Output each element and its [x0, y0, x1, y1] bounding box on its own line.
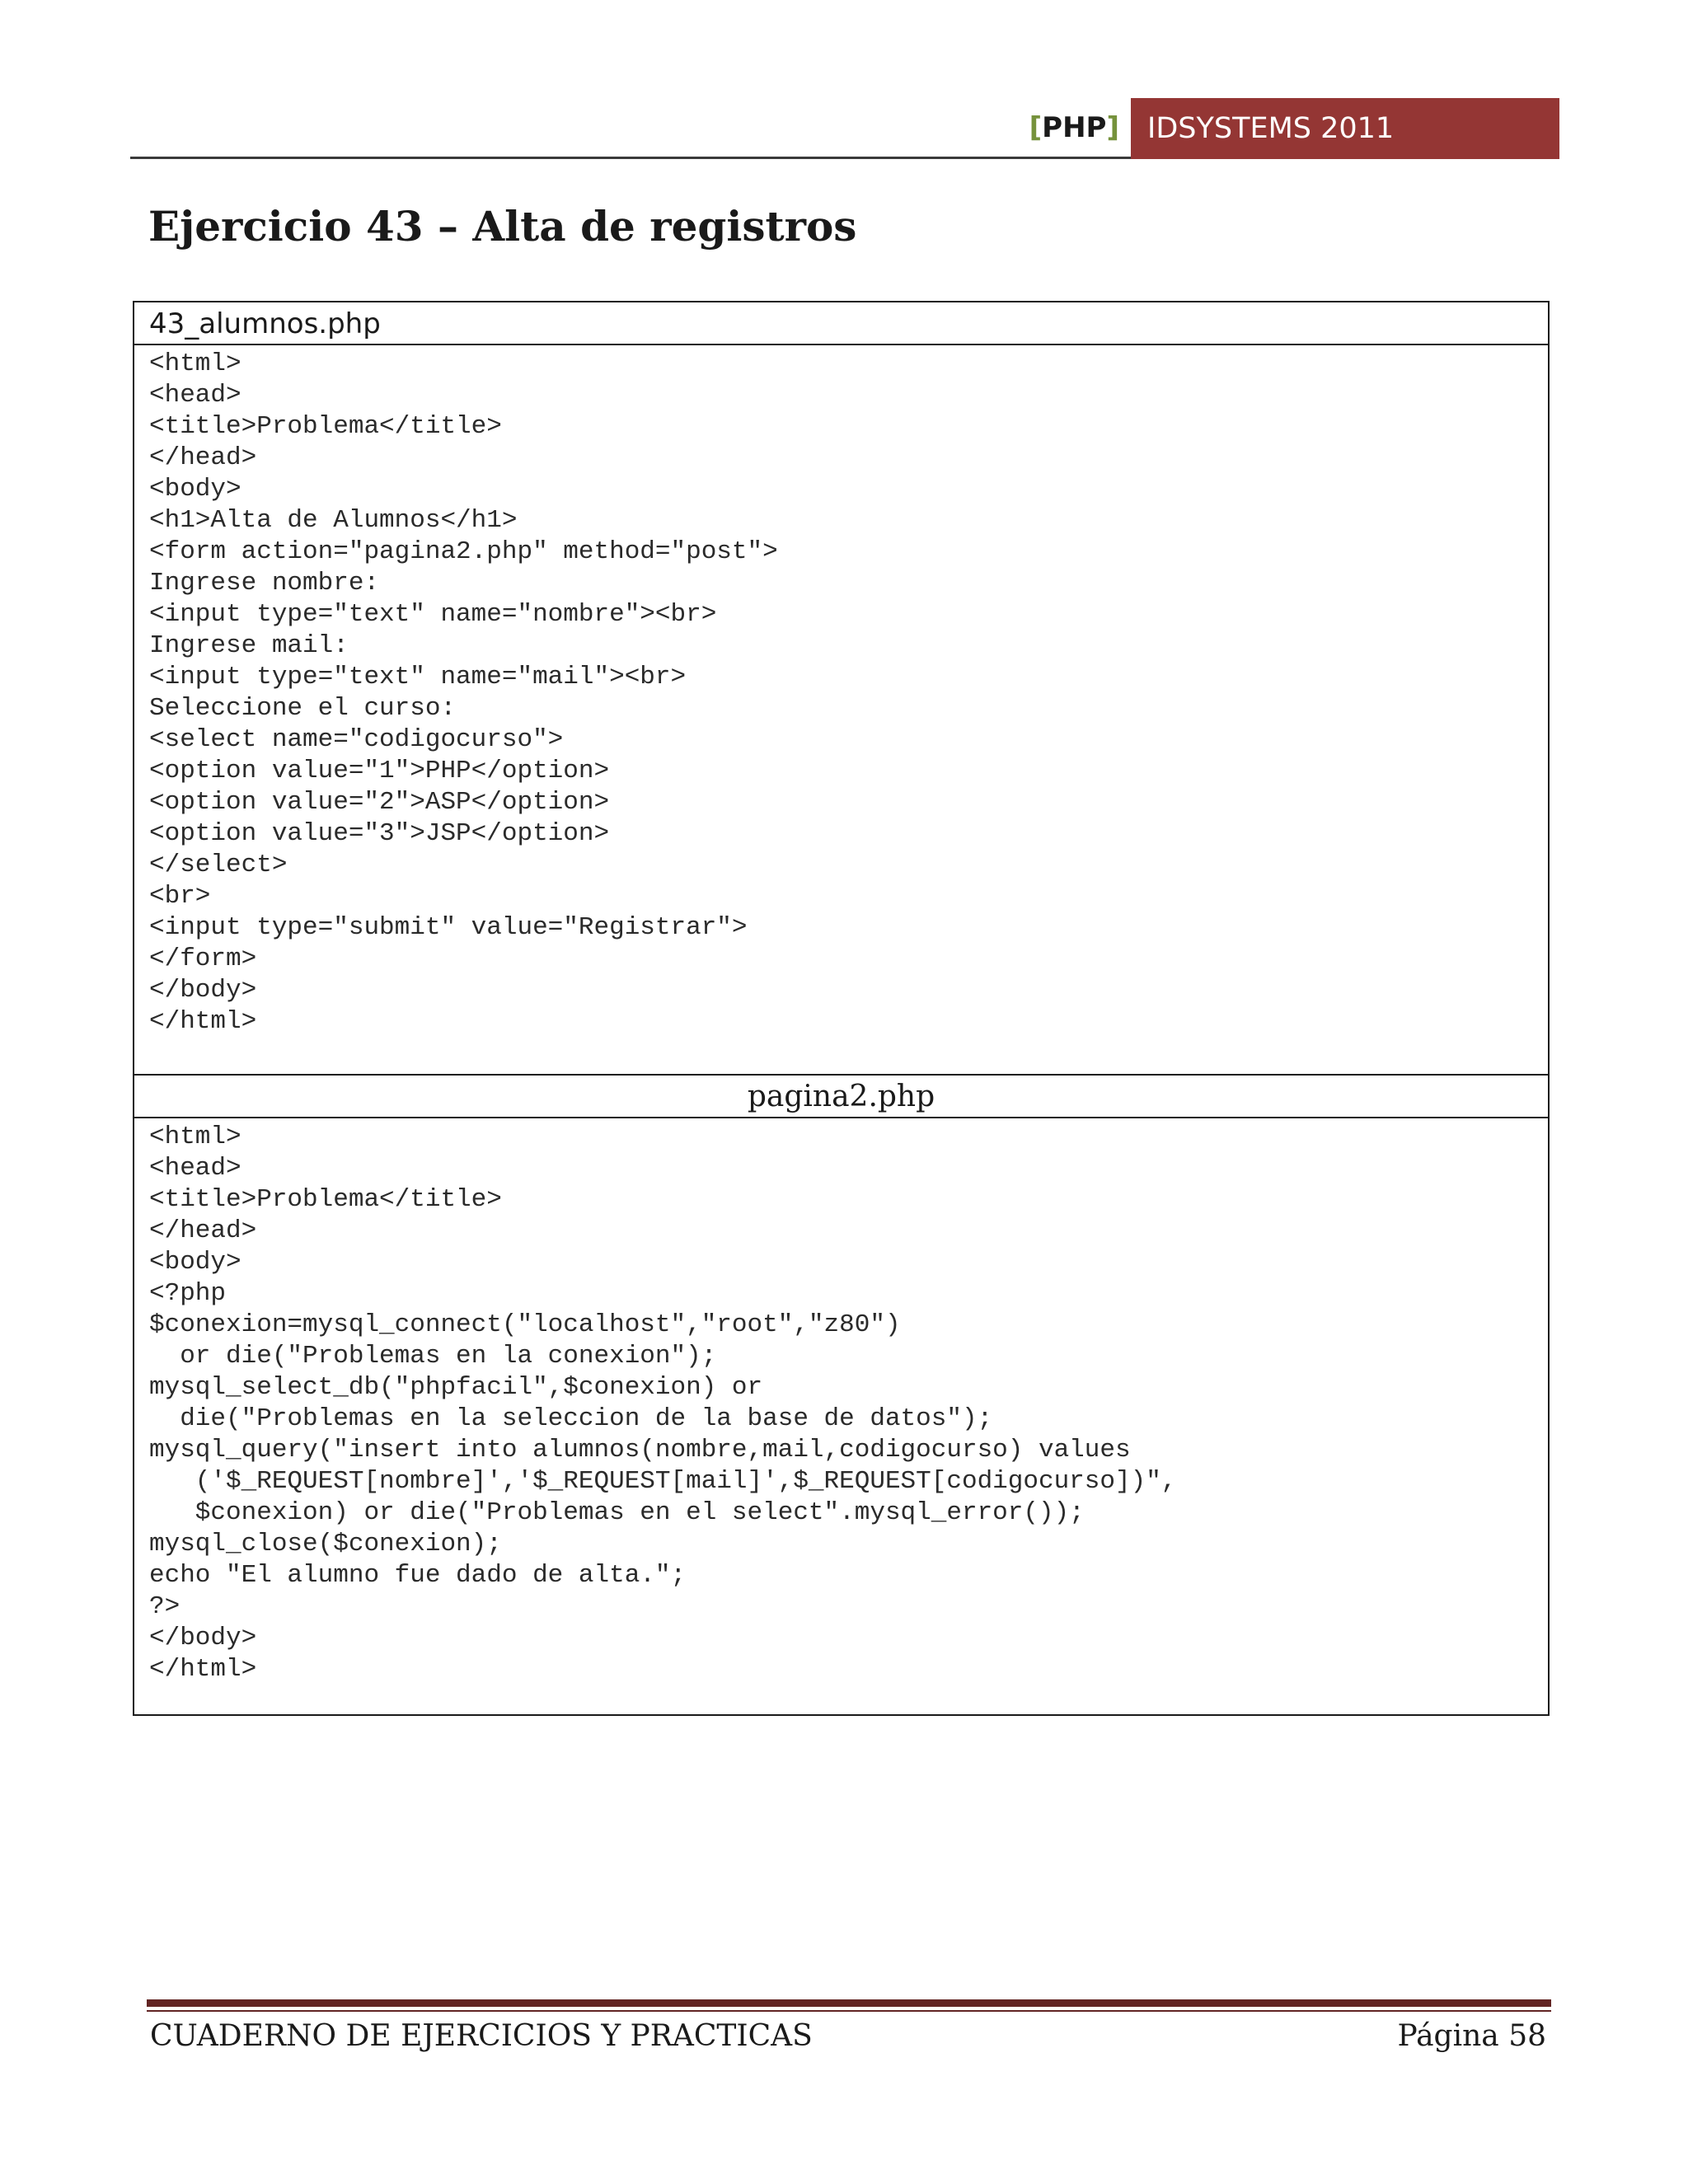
page-title: Ejercicio 43 – Alta de registros [148, 202, 857, 251]
header-bracket-close: ] [1106, 111, 1119, 144]
header-section-tag [973, 107, 1131, 148]
code-table [133, 301, 1550, 1716]
code-block-43-alumnos: <html> <head> <title>Problema</title> </head> <body> <h1>Alta de Alumnos</h1> <form action="pagina2.php" method="post"> Ingrese nombre: <input type="text" name="nombre"><br> Ingrese mail: <input type="text" name="mail"><br> Seleccione el curso: <select name="codigocurso"> <option value="1">PHP</option> <option value="2">ASP</option> <option value="3">JSP</option> </select> <br> <input type="submit" value="Registrar"> </form> </body> </html> [134, 345, 1548, 1076]
file-header-pagina2: pagina2.php [134, 1076, 1548, 1118]
code-block-pagina2: <html> <head> <title>Problema</title> </head> <body> <?php $conexion=mysql_connect("localhost","root","z80") or die("Problemas en la conexion"); mysql_select_db("phpfacil",$conexion) or die("Problemas en la seleccion de la base de datos"); mysql_query("insert into alumnos(nombre,mail,codigocurso) values ('$_REQUEST[nombre]','$_REQUEST[mail]',$_REQUEST[codigocurso])", $conexion) or die("Problemas en el select".mysql_error()); mysql_close($conexion); echo "El alumno fue dado de alta."; ?> </body> </html> [149, 1122, 1177, 1684]
header-bracket-open: [ [1029, 111, 1043, 144]
header-rule [130, 157, 1131, 159]
footer-rule-thick [147, 1999, 1551, 2007]
footer-page-number: Página 58 [1397, 2019, 1546, 2053]
header-band: IDSYSTEMS 2011 [1131, 98, 1559, 159]
file-header-43-alumnos: 43_alumnos.php [134, 302, 1548, 345]
footer-book-title: CUADERNO DE EJERCICIOS Y PRACTICAS [150, 2019, 813, 2053]
footer-rule-thin [147, 2010, 1551, 2012]
header-tag-text: PHP [1042, 111, 1107, 144]
